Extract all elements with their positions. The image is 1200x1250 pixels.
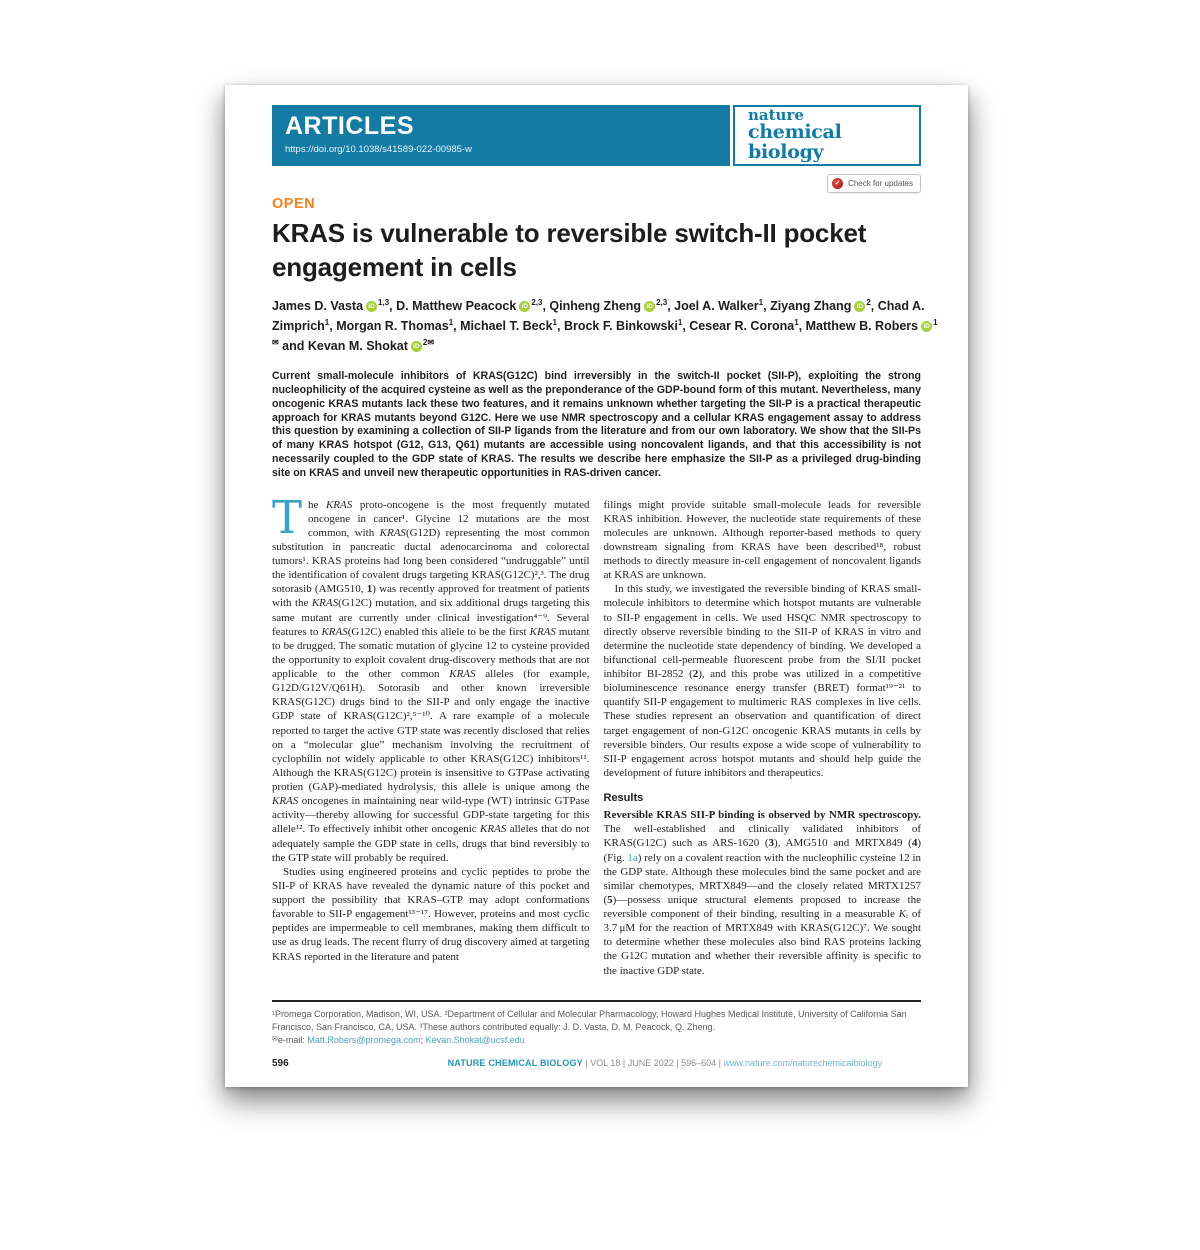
- crossmark-icon: ✓: [832, 178, 843, 189]
- author-name: Matthew B. Robers: [805, 318, 919, 333]
- paragraph-lead: Reversible KRAS SII-P binding is observed by NMR spectroscopy.: [603, 809, 921, 822]
- issue-meta: | VOL 18 | JUNE 2022 | 596–604 |: [582, 1057, 724, 1068]
- check-for-updates-label: Check for updates: [848, 179, 913, 188]
- author-name: Kevan M. Shokat: [307, 339, 408, 354]
- body-paragraph: In this study, we investigated the reversible binding of KRAS small-molecule inhibitors to determine which hotspot mutants are vulnerable to SII-P engagement in cells. We used HSQC NMR spectroscopy to directly observe reversible binding to the SII-P of KRAS in vitro and determine the nucleotide state dependency of binding. We developed a bifunctional cell-permeable fluorescent probe from the SI/II pocket inhibitor BI-2852 (2), and this probe was utilized in a competitive bioluminescence resonance energy transfer (BRET) format¹⁹⁻²¹ to quantify SII-P engagement to multimeric RAS complexes in live cells. These studies represent an observation and quantification of direct target engagement of non-G12C oncogenic KRAS mutants in cells by reversible binders. Our results expose a wide scope of vulnerability to SII-P engagement across hotspot mutants and should help guide the development of future inhibitors and therapeutics.: [603, 583, 921, 779]
- orcid-icon[interactable]: iD: [411, 341, 422, 352]
- orcid-icon[interactable]: iD: [366, 301, 377, 312]
- envelope-icon: ✉: [272, 1035, 278, 1043]
- author-affiliation-sup: 1: [552, 317, 557, 327]
- journal-url-link[interactable]: www.nature.com/naturechemicalbiology: [723, 1057, 883, 1068]
- author-name: D. Matthew Peacock: [396, 298, 517, 313]
- articles-banner: [272, 105, 730, 166]
- article-body: [272, 490, 921, 978]
- email-address-link[interactable]: Kevan.Shokat@ucsf.edu: [425, 1034, 525, 1045]
- body-paragraph: filings might provide suitable small-molecule leads for reversible KRAS inhibition. However, the nucleotide state requirements of these molecules are unknown. Although reporter-based methods to query downstream signaling from KRAS have been described¹⁸, robust methods to directly measure in-cell engagement of noncovalent ligands at KRAS are unknown.: [603, 498, 921, 582]
- author-affiliation-sup: 2,3: [531, 297, 543, 307]
- author-name: Qinheng Zheng: [549, 298, 642, 313]
- email-address-link[interactable]: Matt.Robers@promega.com: [307, 1034, 421, 1045]
- article-page: [225, 85, 968, 1087]
- author-affiliation-sup: 2: [866, 297, 871, 307]
- article-title: KRAS is vulnerable to reversible switch-II pocket engagement in cells: [272, 218, 867, 283]
- orcid-icon[interactable]: iD: [921, 321, 932, 332]
- author-affiliation-sup: 1,3: [378, 297, 390, 307]
- journal-logo: [733, 105, 921, 166]
- section-heading: Results: [603, 792, 644, 804]
- author-affiliation-sup: 1: [794, 317, 799, 327]
- article-type-label: ARTICLES: [285, 112, 414, 140]
- author-name: Chad A. Zimprich: [272, 298, 925, 333]
- journal-logo-line1: nature: [748, 106, 804, 125]
- journal-footer-line: [289, 1058, 921, 1068]
- author-affiliation-sup: 1✉: [272, 317, 938, 347]
- author-affiliation-sup: 1: [758, 297, 764, 307]
- author-affiliation-sup: 1: [448, 317, 454, 327]
- open-access-label: OPEN: [272, 196, 316, 212]
- body-paragraph: Reversible KRAS SII-P binding is observed by NMR spectroscopy. The well-established and clinically validated inhibitors of KRAS(G12C) such as ARS-1620 (3), AMG510 and MRTX849 (4) (Fig. 1a) rely on a covalent reaction with the nucleophilic cysteine 12 in the GDP state. Although these molecules bind the same pocket and are similar chemotypes, MRTX849—and the closely related MRTX1257 (5)—possess unique structural elements proposed to increase the reversible component of their binding, resulting in a measurable Kᵢ of 3.7 μM for the reaction of MRTX849 with KRAS(G12C)⁷. We sought to determine whether these molecules also bind RAS proteins lacking the G12C mutation and whether their reversible affinity is specific to the inactive GDP state.: [603, 809, 921, 977]
- author-list: James D. Vasta iD $^{1,3}$, D. Matthew Peacock iD $^{2,3}$, Qinheng Zheng iD $^{2,3}$, Joel A. Walker$^1$, Ziyang Zhang iD $^2$, Chad A. Zimprich$^1$, Morgan R. Thomas$^1$, Michael T. Beck$^1$, Brock F. Binkowski$^1$, Cesear R. Corona$^1$, Matthew B. Robers iD $^{1✉}$ and Kevan M. Shokat iD $^{2✉}$: [272, 297, 938, 354]
- page-header: [272, 105, 921, 166]
- orcid-icon[interactable]: iD: [854, 301, 865, 312]
- journal-name: NATURE CHEMICAL BIOLOGY: [447, 1057, 583, 1068]
- affiliations: ¹Promega Corporation, Madison, WI, USA. ²Department of Cellular and Molecular Pharmacology, Howard Hughes Medical Institute, University of California San Francisco, San Francisco, CA, USA. ³These authors contributed equally: J. D. Vasta, D. M. Peacock, Q. Zheng.: [272, 1008, 907, 1032]
- body-column-left: [272, 490, 590, 978]
- author-name: Joel A. Walker: [674, 298, 759, 313]
- page-footer: [272, 1058, 921, 1069]
- orcid-icon[interactable]: iD: [519, 301, 530, 312]
- orcid-icon[interactable]: iD: [644, 301, 655, 312]
- journal-logo-line2: chemical biology: [748, 121, 842, 163]
- check-for-updates-button[interactable]: [827, 174, 921, 193]
- body-paragraph: The KRAS proto-oncogene is the most frequently mutated oncogene in cancer¹. Glycine 12 mutations are the most common, with KRAS(G12D) representing the most common substitution in pancreatic ductal adenocarcinoma and colorectal tumors¹. KRAS proteins had long been considered “undruggable” until the identification of covalent drugs targeting KRAS(G12C)²,³. The drug sotorasib (AMG510, 1) was recently approved for treatment of patients with the KRAS(G12C) mutation, and six additional drugs targeting this same mutant are currently under clinical investigation⁴⁻⁹. Several features to KRAS(G12C) enabled this allele to be the first KRAS mutant to be drugged. The somatic mutation of glycine 12 to cysteine provided the opportunity to exploit covalent drug-discovery methods that are not applicable to the other common KRAS alleles (for example, G12D/G12V/Q61H). Sotorasib and other known irreversible KRAS(G12C) drugs bind to the SII-P and only engage the inactive GDP state of KRAS(G12C)²,⁵⁻¹⁰. A rare example of a molecule reported to target the active GTP state was recently disclosed that relies on a “molecular glue” mechanism involving the recruitment of cyclophilin not widely applicable to other KRAS(G12C) inhibitors¹¹. Although the KRAS(G12C) protein is insensitive to GTPase activating protien (GAP)-mediated hydrolysis, this allele is unique among the KRAS oncogenes in maintaining near wild-type (WT) intrinsic GTPase activity—thereby allowing for successful GDP-state targeting for this allele¹². To effectively inhibit other oncogenic KRAS alleles that do not adequately sample the GDP state in cells, drugs that bind reversibly to the GTP state will probably be required.: [272, 490, 590, 864]
- email-label: e-mail:: [277, 1034, 308, 1045]
- author-affiliation-sup: 2✉: [422, 337, 435, 347]
- abstract: Current small-molecule inhibitors of KRAS(G12C) bind irreversibly in the switch-II pocket (SII-P), exploiting the strong nucleophilicity of the acquired cysteine as well as the preponderance of the GDP-bound form of this mutant. Nevertheless, many oncogenic KRAS mutants lack these two features, and it remains unknown whether targeting the SII-P is a practical therapeutic approach for KRAS mutants beyond G12C. Here we use NMR spectroscopy and a cellular KRAS engagement assay to address this question by examining a collection of SII-P ligands from the literature and from our own laboratory. We show that the SII-Ps of many KRAS hotspot (G12, G13, Q61) mutants are accessible using noncovalent ligands, and that this accessibility is not necessarily coupled to the GDP state of KRAS. The results we describe here emphasize the SII-P as a privileged drug-binding site on KRAS and unveil new therapeutic opportunities in RAS-driven cancer.: [272, 370, 921, 479]
- drop-cap: T: [272, 490, 303, 544]
- doi-link[interactable]: https://doi.org/10.1038/s41589-022-00985-w: [285, 143, 472, 155]
- update-badge-row: [272, 174, 921, 193]
- page-number: 596: [272, 1057, 289, 1069]
- author-name: Morgan R. Thomas: [336, 318, 449, 333]
- body-paragraph: Studies using engineered proteins and cyclic peptides to probe the SII-P of KRAS have revealed the dynamic nature of this pocket and support the possibility that KRAS–GTP may adopt conformations favorable to SII-P engagement¹³⁻¹⁷. However, proteins and most cyclic peptides are impermeable to cell membranes, making them difficult to use as drug leads. The recent flurry of drug discovery aimed at targeting KRAS reported in the literature and patent: [272, 865, 590, 963]
- email-line: [272, 1035, 921, 1045]
- author-name: Ziyang Zhang: [770, 298, 852, 313]
- author-name: Brock F. Binkowski: [563, 318, 678, 333]
- author-affiliation-sup: 1: [677, 317, 683, 327]
- body-column-right: [604, 498, 922, 978]
- footnote-divider: [272, 1000, 921, 1002]
- author-name: James D. Vasta: [272, 298, 364, 313]
- author-name: Michael T. Beck: [460, 318, 553, 333]
- author-affiliation-sup: 1: [324, 317, 330, 327]
- author-affiliation-sup: 2,3: [656, 297, 668, 307]
- author-name: Cesear R. Corona: [689, 318, 795, 333]
- figure-link[interactable]: 1a: [627, 851, 638, 864]
- email-links: Matt.Robers@promega.com; Kevan.Shokat@ucsf.edu: [307, 1034, 525, 1045]
